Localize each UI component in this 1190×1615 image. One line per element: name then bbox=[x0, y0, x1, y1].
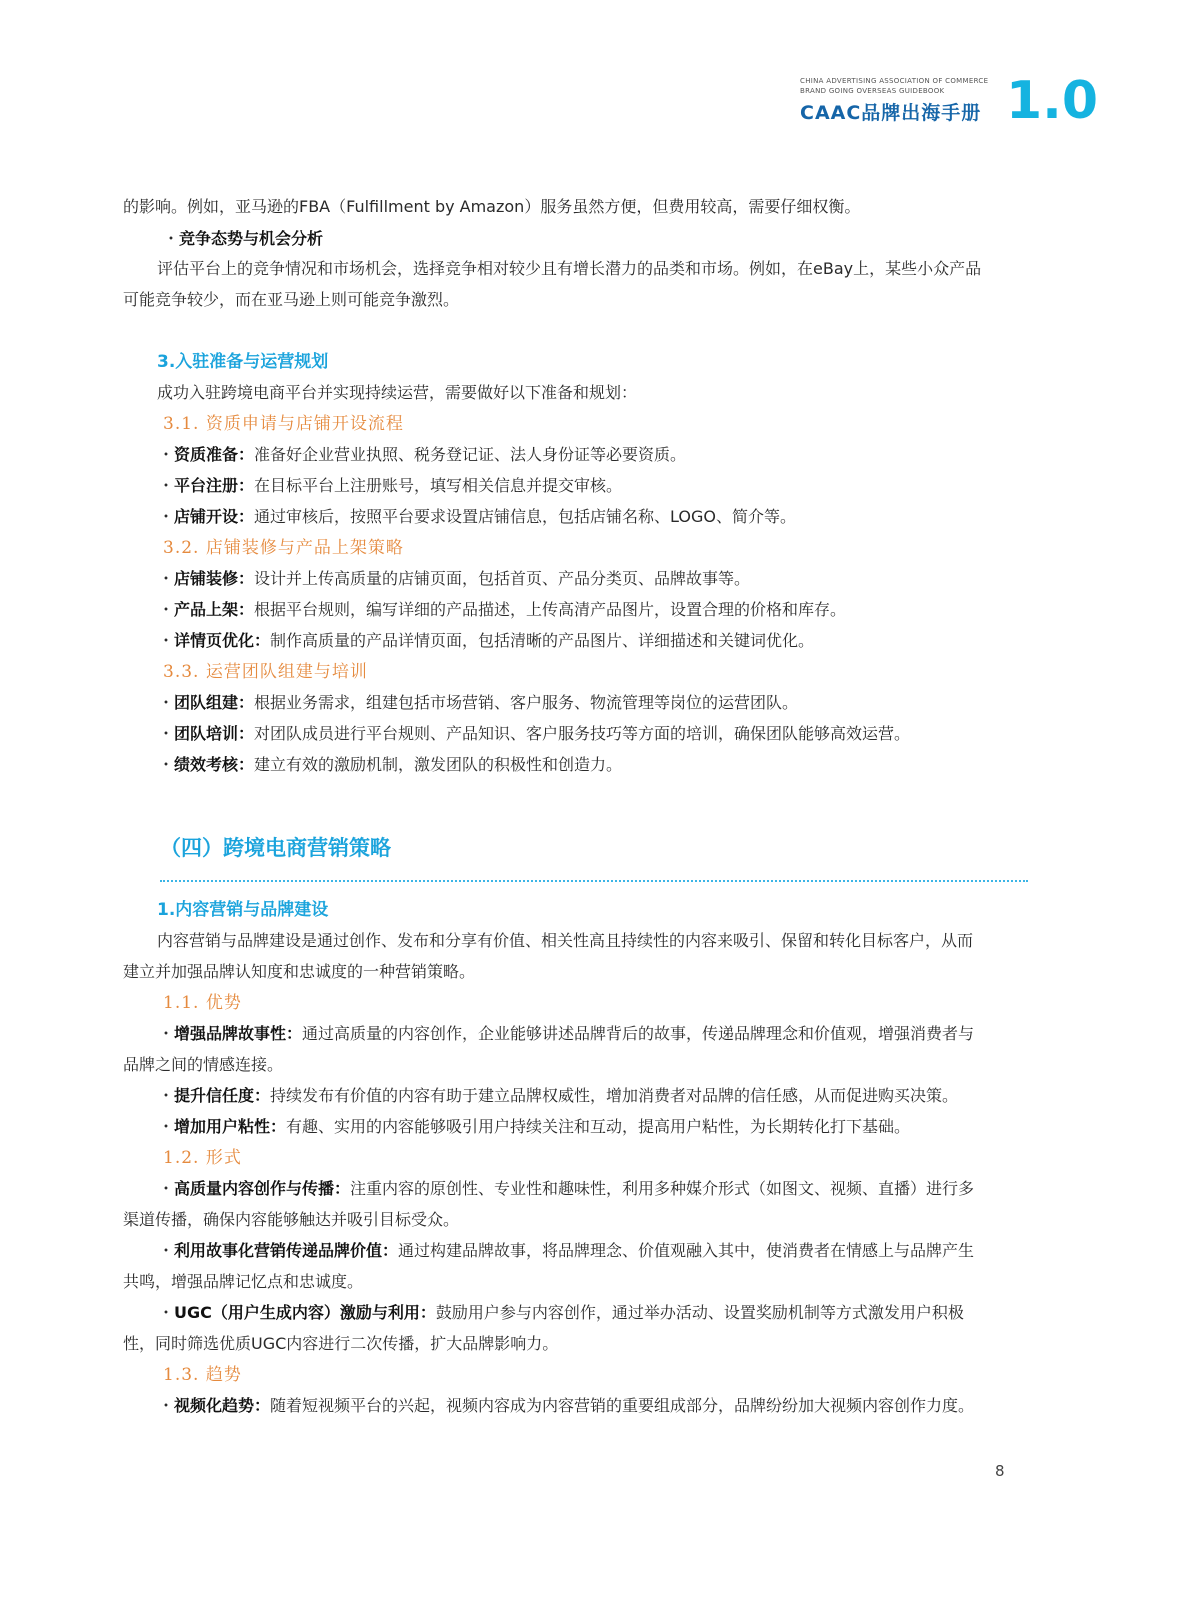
bullet-text: 对团队成员进行平台规则、产品知识、客户服务技巧等方面的培训，确保团队能够高效运营。 bbox=[254, 724, 911, 743]
bullet-item bbox=[158, 1178, 974, 1200]
page-number: 8 bbox=[995, 1462, 1005, 1480]
bullet-label: 高质量内容创作与传播： bbox=[174, 1179, 351, 1198]
bullet-text: 设计并上传高质量的店铺页面，包括首页、产品分类页、品牌故事等。 bbox=[254, 569, 751, 588]
bullet-label: 增强品牌故事性： bbox=[174, 1024, 303, 1043]
paragraph-line: 可能竞争较少，而在亚马逊上则可能竞争激烈。 bbox=[123, 290, 460, 309]
bullet-text: 制作高质量的产品详情页面，包括清晰的产品图片、详细描述和关键词优化。 bbox=[270, 631, 815, 650]
bullet-label: 绩效考核： bbox=[174, 755, 255, 774]
bullet-label: 平台注册： bbox=[174, 476, 255, 495]
page-header bbox=[800, 72, 1100, 132]
bullet-text: 在目标平台上注册账号，填写相关信息并提交审核。 bbox=[254, 476, 623, 495]
subheading-1: 1.内容营销与品牌建设 bbox=[157, 900, 329, 920]
paragraph-line: 内容营销与品牌建设是通过创作、发布和分享有价值、相关性高且持续性的内容来吸引、保留和转化目标客户，从而 bbox=[157, 931, 974, 950]
subheading-3-2: 3.2. 店铺装修与产品上架策略 bbox=[163, 538, 404, 558]
bullet-dot: ・ bbox=[158, 1241, 175, 1260]
dotted-divider bbox=[160, 880, 1028, 882]
subheading-1-2: 1.2. 形式 bbox=[163, 1148, 242, 1168]
bullet-item bbox=[158, 444, 686, 466]
bullet-dot: ・ bbox=[158, 693, 175, 712]
bullet-item bbox=[158, 475, 622, 497]
bullet-dot: ・ bbox=[158, 1024, 175, 1043]
bullet-dot: ・ bbox=[158, 1179, 175, 1198]
subheading-3-3: 3.3. 运营团队组建与培训 bbox=[163, 662, 368, 682]
bullet-dot: ・ bbox=[158, 569, 175, 588]
bullet-label: 团队培训： bbox=[174, 724, 255, 743]
header-title: CAAC品牌出海手册 bbox=[800, 102, 982, 124]
bullet-label: 团队组建： bbox=[174, 693, 255, 712]
bullet-label: 产品上架： bbox=[174, 600, 255, 619]
bullet-text: 通过高质量的内容创作，企业能够讲述品牌背后的故事，传递品牌理念和价值观，增强消费者与 bbox=[302, 1024, 975, 1043]
bullet-text: 根据业务需求，组建包括市场营销、客户服务、物流管理等岗位的运营团队。 bbox=[254, 693, 799, 712]
bullet-dot: ・ bbox=[158, 1396, 175, 1415]
bullet-text: 准备好企业营业执照、税务登记证、法人身份证等必要资质。 bbox=[254, 445, 687, 464]
bullet-item bbox=[158, 754, 622, 776]
paragraph-line: 性，同时筛选优质UGC内容进行二次传播，扩大品牌影响力。 bbox=[123, 1334, 559, 1353]
paragraph-line: 共鸣，增强品牌记忆点和忠诚度。 bbox=[123, 1272, 364, 1291]
subheading-3: 3.入驻准备与运营规划 bbox=[157, 352, 329, 372]
bullet-item bbox=[158, 1240, 974, 1262]
bullet-text: 持续发布有价值的内容有助于建立品牌权威性，增加消费者对品牌的信任感，从而促进购买决策。 bbox=[270, 1086, 959, 1105]
bullet-dot: ・ bbox=[158, 445, 175, 464]
bullet-text: 根据平台规则，编写详细的产品描述，上传高清产品图片，设置合理的价格和库存。 bbox=[254, 600, 847, 619]
bullet-heading bbox=[163, 228, 323, 250]
bullet-label: 视频化趋势： bbox=[174, 1396, 271, 1415]
bullet-text: 通过审核后，按照平台要求设置店铺信息，包括店铺名称、LOGO、简介等。 bbox=[254, 507, 796, 526]
bullet-dot: ・ bbox=[158, 631, 175, 650]
bullet-item bbox=[158, 692, 798, 714]
bullet-label: 店铺装修： bbox=[174, 569, 255, 588]
bullet-item bbox=[158, 1116, 910, 1138]
bullet-item bbox=[158, 506, 796, 528]
bullet-item bbox=[158, 1023, 974, 1045]
subheading-1-3: 1.3. 趋势 bbox=[163, 1365, 242, 1385]
bullet-label: 店铺开设： bbox=[174, 507, 255, 526]
subheading-1-1: 1.1. 优势 bbox=[163, 993, 242, 1013]
bullet-item bbox=[158, 723, 910, 745]
bullet-item bbox=[158, 1085, 958, 1107]
bullet-dot: ・ bbox=[163, 229, 180, 248]
bullet-label: 提升信任度： bbox=[174, 1086, 271, 1105]
paragraph-line: 渠道传播，确保内容能够触达并吸引目标受众。 bbox=[123, 1210, 460, 1229]
bullet-label: 利用故事化营销传递品牌价值： bbox=[174, 1241, 399, 1260]
paragraph-line: 品牌之间的情感连接。 bbox=[123, 1055, 284, 1074]
bullet-dot: ・ bbox=[158, 507, 175, 526]
bullet-label: 资质准备： bbox=[174, 445, 255, 464]
bullet-item bbox=[158, 599, 846, 621]
paragraph-line: 建立并加强品牌认知度和忠诚度的一种营销策略。 bbox=[123, 962, 476, 981]
bullet-label: UGC（用户生成内容）激励与利用： bbox=[174, 1303, 436, 1322]
bullet-dot: ・ bbox=[158, 724, 175, 743]
paragraph-line: 的影响。例如，亚马逊的FBA（Fulfillment by Amazon）服务虽然方便，但费用较高，需要仔细权衡。 bbox=[123, 197, 861, 216]
bullet-dot: ・ bbox=[158, 755, 175, 774]
bullet-item bbox=[158, 630, 814, 652]
bullet-item bbox=[158, 568, 750, 590]
bullet-heading-text: 竞争态势与机会分析 bbox=[179, 229, 324, 248]
bullet-text: 随着短视频平台的兴起，视频内容成为内容营销的重要组成部分，品牌纷纷加大视频内容创作力度。 bbox=[270, 1396, 975, 1415]
bullet-dot: ・ bbox=[158, 1117, 175, 1136]
bullet-text: 通过构建品牌故事，将品牌理念、价值观融入其中，使消费者在情感上与品牌产生 bbox=[398, 1241, 975, 1260]
bullet-label: 详情页优化： bbox=[174, 631, 271, 650]
bullet-dot: ・ bbox=[158, 600, 175, 619]
bullet-label: 增加用户粘性： bbox=[174, 1117, 287, 1136]
subheading-3-1: 3.1. 资质申请与店铺开设流程 bbox=[163, 414, 404, 434]
bullet-item bbox=[158, 1302, 964, 1324]
bullet-dot: ・ bbox=[158, 1303, 175, 1322]
bullet-dot: ・ bbox=[158, 1086, 175, 1105]
section-heading-4: （四）跨境电商营销策略 bbox=[160, 836, 391, 860]
bullet-text: 注重内容的原创性、专业性和趣味性，利用多种媒介形式（如图文、视频、直播）进行多 bbox=[350, 1179, 975, 1198]
bullet-text: 鼓励用户参与内容创作，通过举办活动、设置奖励机制等方式激发用户积极 bbox=[435, 1303, 964, 1322]
bullet-text: 有趣、实用的内容能够吸引用户持续关注和互动，提高用户粘性，为长期转化打下基础。 bbox=[286, 1117, 911, 1136]
header-english-line2: BRAND GOING OVERSEAS GUIDEBOOK bbox=[800, 87, 945, 95]
header-version: 1.0 bbox=[1006, 71, 1099, 131]
paragraph-line: 成功入驻跨境电商平台并实现持续运营，需要做好以下准备和规划： bbox=[157, 383, 638, 402]
header-english-line1: CHINA ADVERTISING ASSOCIATION OF COMMERCE bbox=[800, 77, 989, 85]
paragraph-line: 评估平台上的竞争情况和市场机会，选择竞争相对较少且有增长潜力的品类和市场。例如，在eBay上，某些小众产品 bbox=[157, 259, 982, 278]
bullet-dot: ・ bbox=[158, 476, 175, 495]
bullet-text: 建立有效的激励机制，激发团队的积极性和创造力。 bbox=[254, 755, 623, 774]
bullet-item bbox=[158, 1395, 974, 1417]
